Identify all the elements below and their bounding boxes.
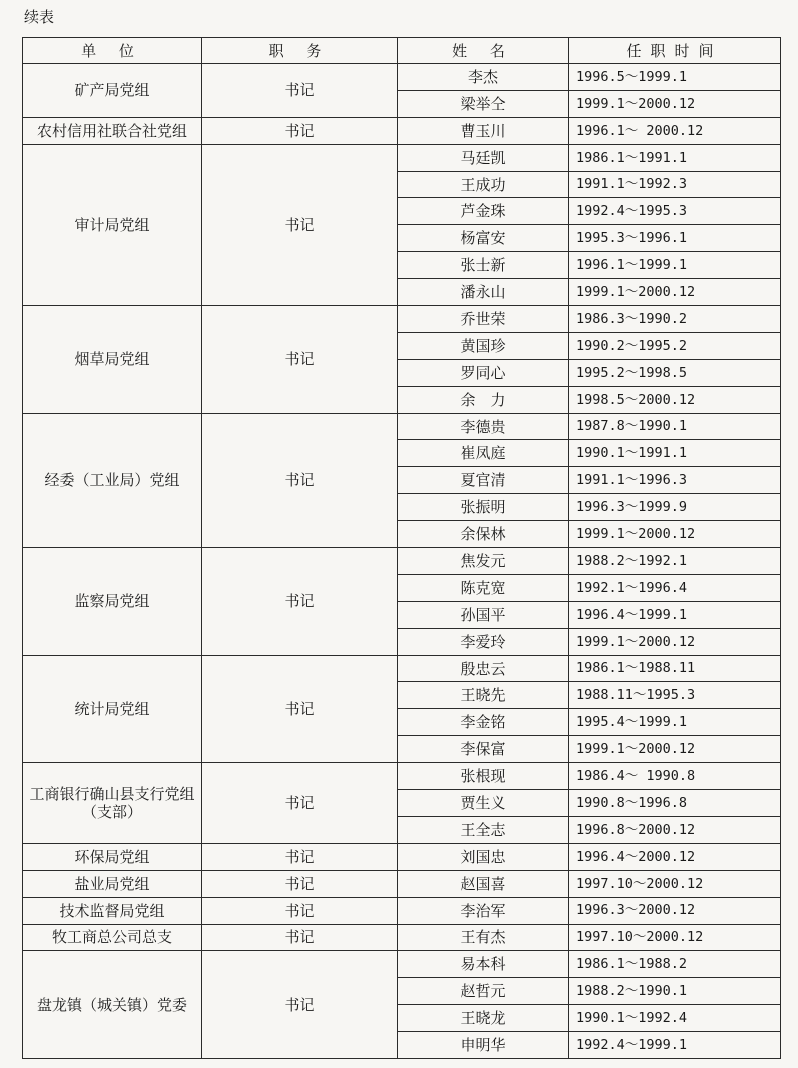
cell-period: 1999.1～2000.12: [569, 279, 781, 306]
cell-unit: 经委（工业局）党组: [23, 413, 202, 547]
cell-period: 1996.4～2000.12: [569, 843, 781, 870]
cell-name: 杨富安: [398, 225, 569, 252]
cell-title: 书记: [202, 843, 398, 870]
cell-name: 王全志: [398, 816, 569, 843]
cell-title: 书记: [202, 870, 398, 897]
cell-name: 殷忠云: [398, 655, 569, 682]
cell-unit: 烟草局党组: [23, 306, 202, 414]
cell-name: 李金铭: [398, 709, 569, 736]
table-row: [23, 144, 781, 171]
cell-name: 崔凤庭: [398, 440, 569, 467]
header-period: 任职时间: [569, 38, 781, 64]
cell-name: 李爱玲: [398, 628, 569, 655]
cell-name: 余 力: [398, 386, 569, 413]
cell-name: 易本科: [398, 951, 569, 978]
cell-name: 李德贵: [398, 413, 569, 440]
table-row: [23, 951, 781, 978]
cell-period: 1995.4～1999.1: [569, 709, 781, 736]
cell-name: 张根现: [398, 763, 569, 790]
cell-period: 1990.1～1991.1: [569, 440, 781, 467]
cell-title: 书记: [202, 64, 398, 118]
cell-period: 1986.1～1988.11: [569, 655, 781, 682]
cell-period: 1996.5～1999.1: [569, 64, 781, 91]
cell-unit: 统计局党组: [23, 655, 202, 763]
cell-period: 1997.10～2000.12: [569, 924, 781, 951]
cell-title: 书记: [202, 548, 398, 656]
table-body: [23, 64, 781, 1059]
cell-name: 曹玉川: [398, 117, 569, 144]
cell-period: 1999.1～2000.12: [569, 90, 781, 117]
cell-period: 1988.11～1995.3: [569, 682, 781, 709]
cell-name: 张振明: [398, 494, 569, 521]
cell-name: 李保富: [398, 736, 569, 763]
table-row: [23, 64, 781, 91]
cell-period: 1992.4～1999.1: [569, 1032, 781, 1059]
cell-unit: 监察局党组: [23, 548, 202, 656]
cell-period: 1991.1～1992.3: [569, 171, 781, 198]
cell-name: 芦金珠: [398, 198, 569, 225]
cell-name: 余保林: [398, 521, 569, 548]
cell-name: 李杰: [398, 64, 569, 91]
cell-period: 1990.2～1995.2: [569, 332, 781, 359]
cell-title: 书记: [202, 144, 398, 305]
cell-period: 1986.1～1988.2: [569, 951, 781, 978]
cell-unit: 矿产局党组: [23, 64, 202, 118]
cell-name: 梁举仝: [398, 90, 569, 117]
cell-name: 乔世荣: [398, 306, 569, 333]
cell-name: 申明华: [398, 1032, 569, 1059]
table-row: [23, 843, 781, 870]
cell-name: 王有杰: [398, 924, 569, 951]
cell-period: 1995.2～1998.5: [569, 359, 781, 386]
cell-title: 书记: [202, 897, 398, 924]
cell-period: 1999.1～2000.12: [569, 628, 781, 655]
cell-unit: 环保局党组: [23, 843, 202, 870]
continued-label: 续表: [24, 8, 55, 26]
cell-period: 1998.5～2000.12: [569, 386, 781, 413]
cell-unit: 工商银行确山县支行党组（支部）: [23, 763, 202, 844]
table-row: [23, 117, 781, 144]
table-row: [23, 924, 781, 951]
cell-period: 1986.4～ 1990.8: [569, 763, 781, 790]
cell-period: 1986.3～1990.2: [569, 306, 781, 333]
header-unit: 单 位: [23, 38, 202, 64]
cell-name: 李治军: [398, 897, 569, 924]
cell-name: 张士新: [398, 252, 569, 279]
cell-period: 1987.8～1990.1: [569, 413, 781, 440]
cell-name: 焦发元: [398, 548, 569, 575]
cell-period: 1988.2～1990.1: [569, 978, 781, 1005]
cell-unit: 盘龙镇（城关镇）党委: [23, 951, 202, 1059]
cell-name: 王晓龙: [398, 1005, 569, 1032]
cell-name: 刘国忠: [398, 843, 569, 870]
table-row: [23, 763, 781, 790]
cell-name: 孙国平: [398, 601, 569, 628]
cell-period: 1999.1～2000.12: [569, 736, 781, 763]
cell-period: 1986.1～1991.1: [569, 144, 781, 171]
cell-period: 1996.8～2000.12: [569, 816, 781, 843]
header-title: 职 务: [202, 38, 398, 64]
table-row: [23, 897, 781, 924]
table-row: [23, 548, 781, 575]
cell-title: 书记: [202, 951, 398, 1059]
cell-unit: 牧工商总公司总支: [23, 924, 202, 951]
cell-period: 1996.1～ 2000.12: [569, 117, 781, 144]
officials-table: [22, 37, 781, 1059]
table-row: [23, 870, 781, 897]
cell-period: 1988.2～1992.1: [569, 548, 781, 575]
cell-name: 赵国喜: [398, 870, 569, 897]
cell-title: 书记: [202, 655, 398, 763]
table-row: [23, 413, 781, 440]
cell-period: 1996.3～2000.12: [569, 897, 781, 924]
cell-name: 罗同心: [398, 359, 569, 386]
cell-name: 王成功: [398, 171, 569, 198]
table-header-row: [23, 38, 781, 64]
table-row: [23, 306, 781, 333]
cell-title: 书记: [202, 763, 398, 844]
cell-unit: 技术监督局党组: [23, 897, 202, 924]
cell-name: 王晓先: [398, 682, 569, 709]
cell-title: 书记: [202, 924, 398, 951]
header-name: 姓 名: [398, 38, 569, 64]
cell-name: 夏官清: [398, 467, 569, 494]
cell-period: 1999.1～2000.12: [569, 521, 781, 548]
cell-unit: 审计局党组: [23, 144, 202, 305]
cell-name: 赵哲元: [398, 978, 569, 1005]
cell-name: 陈克宽: [398, 574, 569, 601]
cell-name: 潘永山: [398, 279, 569, 306]
cell-period: 1992.1～1996.4: [569, 574, 781, 601]
cell-period: 1990.8～1996.8: [569, 790, 781, 817]
cell-name: 马廷凯: [398, 144, 569, 171]
cell-unit: 盐业局党组: [23, 870, 202, 897]
cell-period: 1992.4～1995.3: [569, 198, 781, 225]
cell-title: 书记: [202, 413, 398, 547]
cell-name: 黄国珍: [398, 332, 569, 359]
cell-period: 1996.3～1999.9: [569, 494, 781, 521]
cell-name: 贾生义: [398, 790, 569, 817]
cell-period: 1996.1～1999.1: [569, 252, 781, 279]
cell-period: 1996.4～1999.1: [569, 601, 781, 628]
cell-period: 1997.10～2000.12: [569, 870, 781, 897]
cell-title: 书记: [202, 117, 398, 144]
cell-unit: 农村信用社联合社党组: [23, 117, 202, 144]
cell-period: 1990.1～1992.4: [569, 1005, 781, 1032]
cell-period: 1995.3～1996.1: [569, 225, 781, 252]
table-row: [23, 655, 781, 682]
cell-period: 1991.1～1996.3: [569, 467, 781, 494]
cell-title: 书记: [202, 306, 398, 414]
